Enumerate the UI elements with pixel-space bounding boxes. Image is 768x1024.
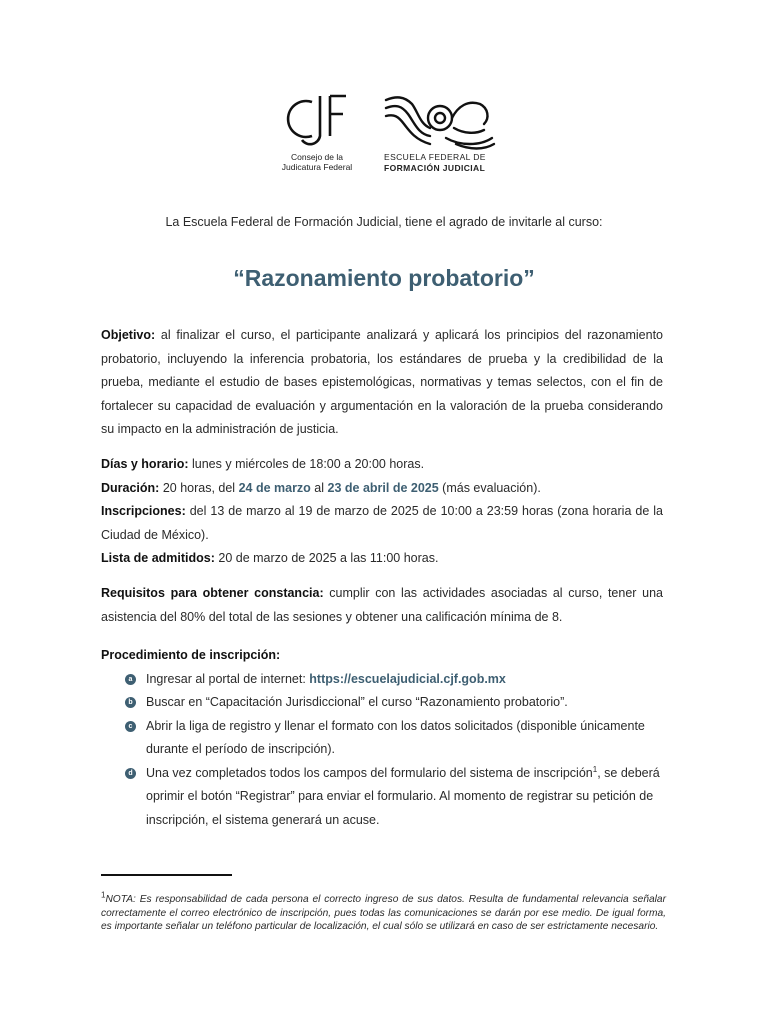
duracion-label: Duración: xyxy=(101,480,160,495)
footnote-text: NOTA: Es responsabilidad de cada persona el correcto ingreso de sus datos. Resulta de fundamental relevancia señalar correctamente el correo electrónico de inscripción, pues todas las comunicaciones se darán por ese medio. De igual forma, es importante señalar un teléfono particular de localización, el cual sólo se utilizará en caso de ser estrictamente necesario. xyxy=(101,894,666,932)
dias-label: Días y horario: xyxy=(101,457,189,471)
step-d-text1: Una vez completados todos los campos del formulario del sistema de inscripción xyxy=(146,765,593,780)
dias-text: lunes y miércoles de 18:00 a 20:00 horas. xyxy=(188,457,425,471)
efj-wave-icon xyxy=(384,94,496,150)
footnote-divider xyxy=(101,874,232,876)
cjf-logo xyxy=(272,92,362,176)
duracion-end-date: 23 de abril de 2025 xyxy=(327,480,439,495)
requisitos-text: cumplir con las actividades asociadas al curso, tener una asistencia del 80% del total de las sesiones y obtener una calificación mínima de 8. xyxy=(101,586,663,624)
objetivo-text: al finalizar el curso, el participante analizará y aplicará los principios del razonamiento probatorio, incluyendo la inferencia probatoria, los estándares de prueba y la credibilidad de la prueba, mediante el estudio de bases epistemológicas, normativas y temas selectos, con el fin de fortalecer su capacidad de evaluación y argumentación en la valoración de la prueba considerando su impacto en la administración de justicia. xyxy=(101,328,663,436)
duracion-text3: (más evaluación). xyxy=(438,480,541,495)
cjf-caption-line1: Consejo de la xyxy=(291,152,343,162)
footnote xyxy=(101,890,666,934)
requisitos-label: Requisitos para obtener constancia: xyxy=(101,586,324,600)
step-d xyxy=(101,762,663,833)
efj-logo xyxy=(384,94,496,178)
efj-logo-caption xyxy=(384,152,496,174)
requisitos-paragraph xyxy=(101,582,663,629)
duracion-start-date: 24 de marzo xyxy=(238,480,311,495)
admitidos-label: Lista de admitidos: xyxy=(101,551,215,565)
step-b xyxy=(101,691,663,715)
step-a-text: Ingresar al portal de internet: xyxy=(146,671,310,686)
step-c xyxy=(101,715,663,762)
cjf-caption-line2: Judicatura Federal xyxy=(281,162,353,172)
duracion-line xyxy=(101,477,663,501)
footnote-number: 1 xyxy=(101,890,106,900)
step-a-bullet-icon: a xyxy=(125,674,136,685)
step-b-bullet-icon: b xyxy=(125,697,136,708)
portal-link[interactable]: https://escuelajudicial.cjf.gob.mx xyxy=(309,671,506,686)
admitidos-line xyxy=(101,547,663,571)
footnote-ref[interactable]: 1 xyxy=(592,764,598,774)
dias-line xyxy=(101,453,663,477)
step-d-bullet-icon: d xyxy=(125,768,136,779)
step-a xyxy=(101,668,663,692)
inscripciones-line xyxy=(101,500,663,547)
step-b-text: Buscar en “Capacitación Jurisdiccional” el curso “Razonamiento probatorio”. xyxy=(146,695,568,709)
objetivo-paragraph xyxy=(101,324,663,442)
cjf-logo-caption xyxy=(272,152,362,172)
admitidos-text: 20 de marzo de 2025 a las 11:00 horas. xyxy=(214,551,439,565)
step-c-bullet-icon: c xyxy=(125,721,136,732)
efj-caption-line2: FORMACIÓN JUDICIAL xyxy=(384,163,486,173)
inscripciones-label: Inscripciones: xyxy=(101,504,186,518)
objetivo-label: Objetivo: xyxy=(101,328,156,342)
procedimiento-section xyxy=(101,644,663,832)
inscripciones-text: del 13 de marzo al 19 de marzo de 2025 de 10:00 a 23:59 horas (zona horaria de la Ciudad de México). xyxy=(101,504,663,542)
header-logos xyxy=(0,92,768,182)
course-title: “Razonamiento probatorio” xyxy=(233,265,535,291)
step-d-text2: , se deberá oprimir el botón “Registrar” para enviar el formulario. Al momento de registrar su petición de inscripción, el sistema generará un acuse. xyxy=(146,765,660,827)
efj-caption-line1: ESCUELA FEDERAL DE xyxy=(384,152,486,162)
cjf-logo-mark xyxy=(272,92,362,152)
schedule-block xyxy=(101,453,663,571)
duracion-text2: al xyxy=(310,480,328,495)
procedimiento-steps xyxy=(101,668,663,833)
cjf-mark-text: CJF xyxy=(272,92,274,93)
procedimiento-heading: Procedimiento de inscripción: xyxy=(101,648,281,662)
step-c-text: Abrir la liga de registro y llenar el formato con los datos solicitados (disponible únicamente durante el período de inscripción). xyxy=(146,718,645,756)
duracion-text1: 20 horas, del xyxy=(159,480,239,495)
intro-text: La Escuela Federal de Formación Judicial, tiene el agrado de invitarle al curso: xyxy=(165,215,603,229)
